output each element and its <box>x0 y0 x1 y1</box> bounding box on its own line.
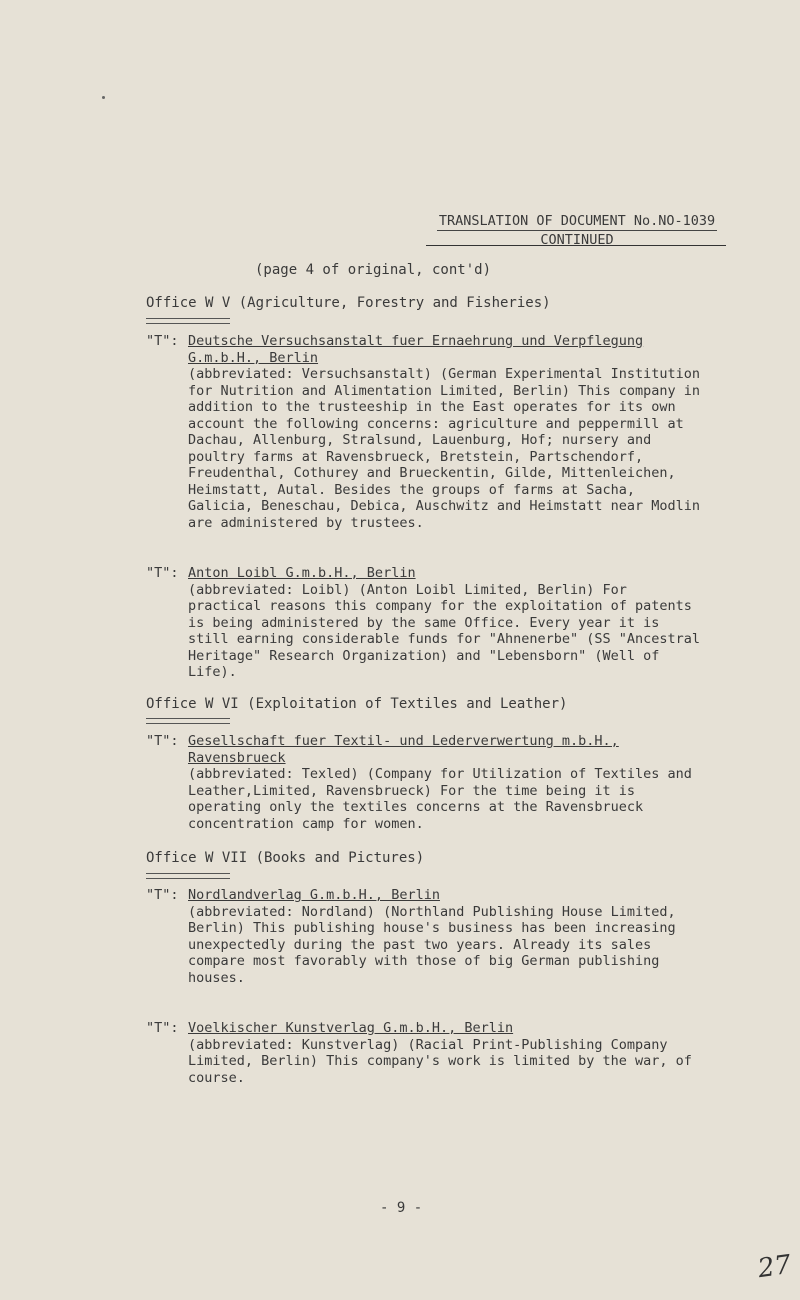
company-name-cont: G.m.b.H., Berlin <box>188 349 319 366</box>
company-name: Anton Loibl G.m.b.H., Berlin <box>188 565 416 581</box>
company-name: Gesellschaft fuer Textil- und Lederverwertung m.b.H., <box>188 733 619 749</box>
company-name: Nordlandverlag G.m.b.H., Berlin <box>188 887 440 903</box>
office-heading-w5: Office W V (Agriculture, Forestry and Fisheries) <box>146 295 551 311</box>
entry-label: "T": <box>146 1020 179 1036</box>
entry-loibl <box>146 565 706 681</box>
office-heading-underline <box>146 873 230 879</box>
entry-label: "T": <box>146 733 179 749</box>
entry-text: (abbreviated: Loibl) (Anton Loibl Limited, Berlin) For practical reasons this company for the exploitation of patents is being administered by the same Office. Every year it is still earning considerable funds for "Ahnenerbe" (SS "Ancestral Heritage" Research Organization) and "Lebensborn" (Well of Life). <box>188 581 701 680</box>
entry-nordland <box>146 887 706 986</box>
page-number: - 9 - <box>380 1200 423 1216</box>
page-note: (page 4 of original, cont'd) <box>255 262 492 278</box>
header-line-1: TRANSLATION OF DOCUMENT No.NO-1039 <box>438 213 716 229</box>
paper-speck <box>102 96 105 99</box>
entry-text: (abbreviated: Kunstverlag) (Racial Print-Publishing Company Limited, Berlin) This company's work is limited by the war, of course. <box>188 1036 692 1086</box>
office-heading-w7: Office W VII (Books and Pictures) <box>146 850 425 866</box>
entry-label: "T": <box>146 887 179 903</box>
entry-texled <box>146 733 706 832</box>
entry-text: (abbreviated: Versuchsanstalt) (German Experimental Institution for Nutrition and Alimentation Limited, Berlin) This company in addition to the trusteeship in the East operates for its own account the following concerns: agriculture and peppermill at Dachau, Allenburg, Stralsund, Lauenburg, Hof; nursery and poultry farms at Ravensbrueck, Bretstein, Partschendorf, Freudenthal, Cothurey and Brueckentin, Gilde, Mittenleichen, Heimstatt, Autal. Besides the groups of farms at Sacha, Galicia, Beneschau, Debica, Auschwitz and Heimstatt near Modlin are administered by trustees. <box>188 366 701 531</box>
company-name-cont: Ravensbrueck <box>188 749 286 766</box>
company-name: Deutsche Versuchsanstalt fuer Ernaehrung und Verpflegung <box>188 333 644 349</box>
header-rule <box>426 245 726 246</box>
office-heading-underline <box>146 718 230 724</box>
entry-text: (abbreviated: Texled) (Company for Utilization of Textiles and Leather,Limited, Ravensbrueck) For the time being it is operating only the textiles concerns at the Ravensbrueck concentration camp for women. <box>188 766 692 832</box>
entry-kunstverlag <box>146 1020 706 1086</box>
handwritten-page-number: 27 <box>756 1249 794 1285</box>
entry-versuchsanstalt <box>146 333 706 531</box>
entry-label: "T": <box>146 333 179 349</box>
entry-text: (abbreviated: Nordland) (Northland Publishing House Limited, Berlin) This publishing house's business has been increasing unexpectedly during the past two years. Already its sales compare most favorably with those of big German publishing houses. <box>188 903 676 986</box>
company-name: Voelkischer Kunstverlag G.m.b.H., Berlin <box>188 1020 514 1036</box>
header-line-2: CONTINUED <box>540 232 614 248</box>
office-heading-underline <box>146 318 230 324</box>
translation-header <box>426 212 728 249</box>
entry-label: "T": <box>146 565 179 581</box>
office-heading-w6: Office W VI (Exploitation of Textiles and Leather) <box>146 696 568 712</box>
